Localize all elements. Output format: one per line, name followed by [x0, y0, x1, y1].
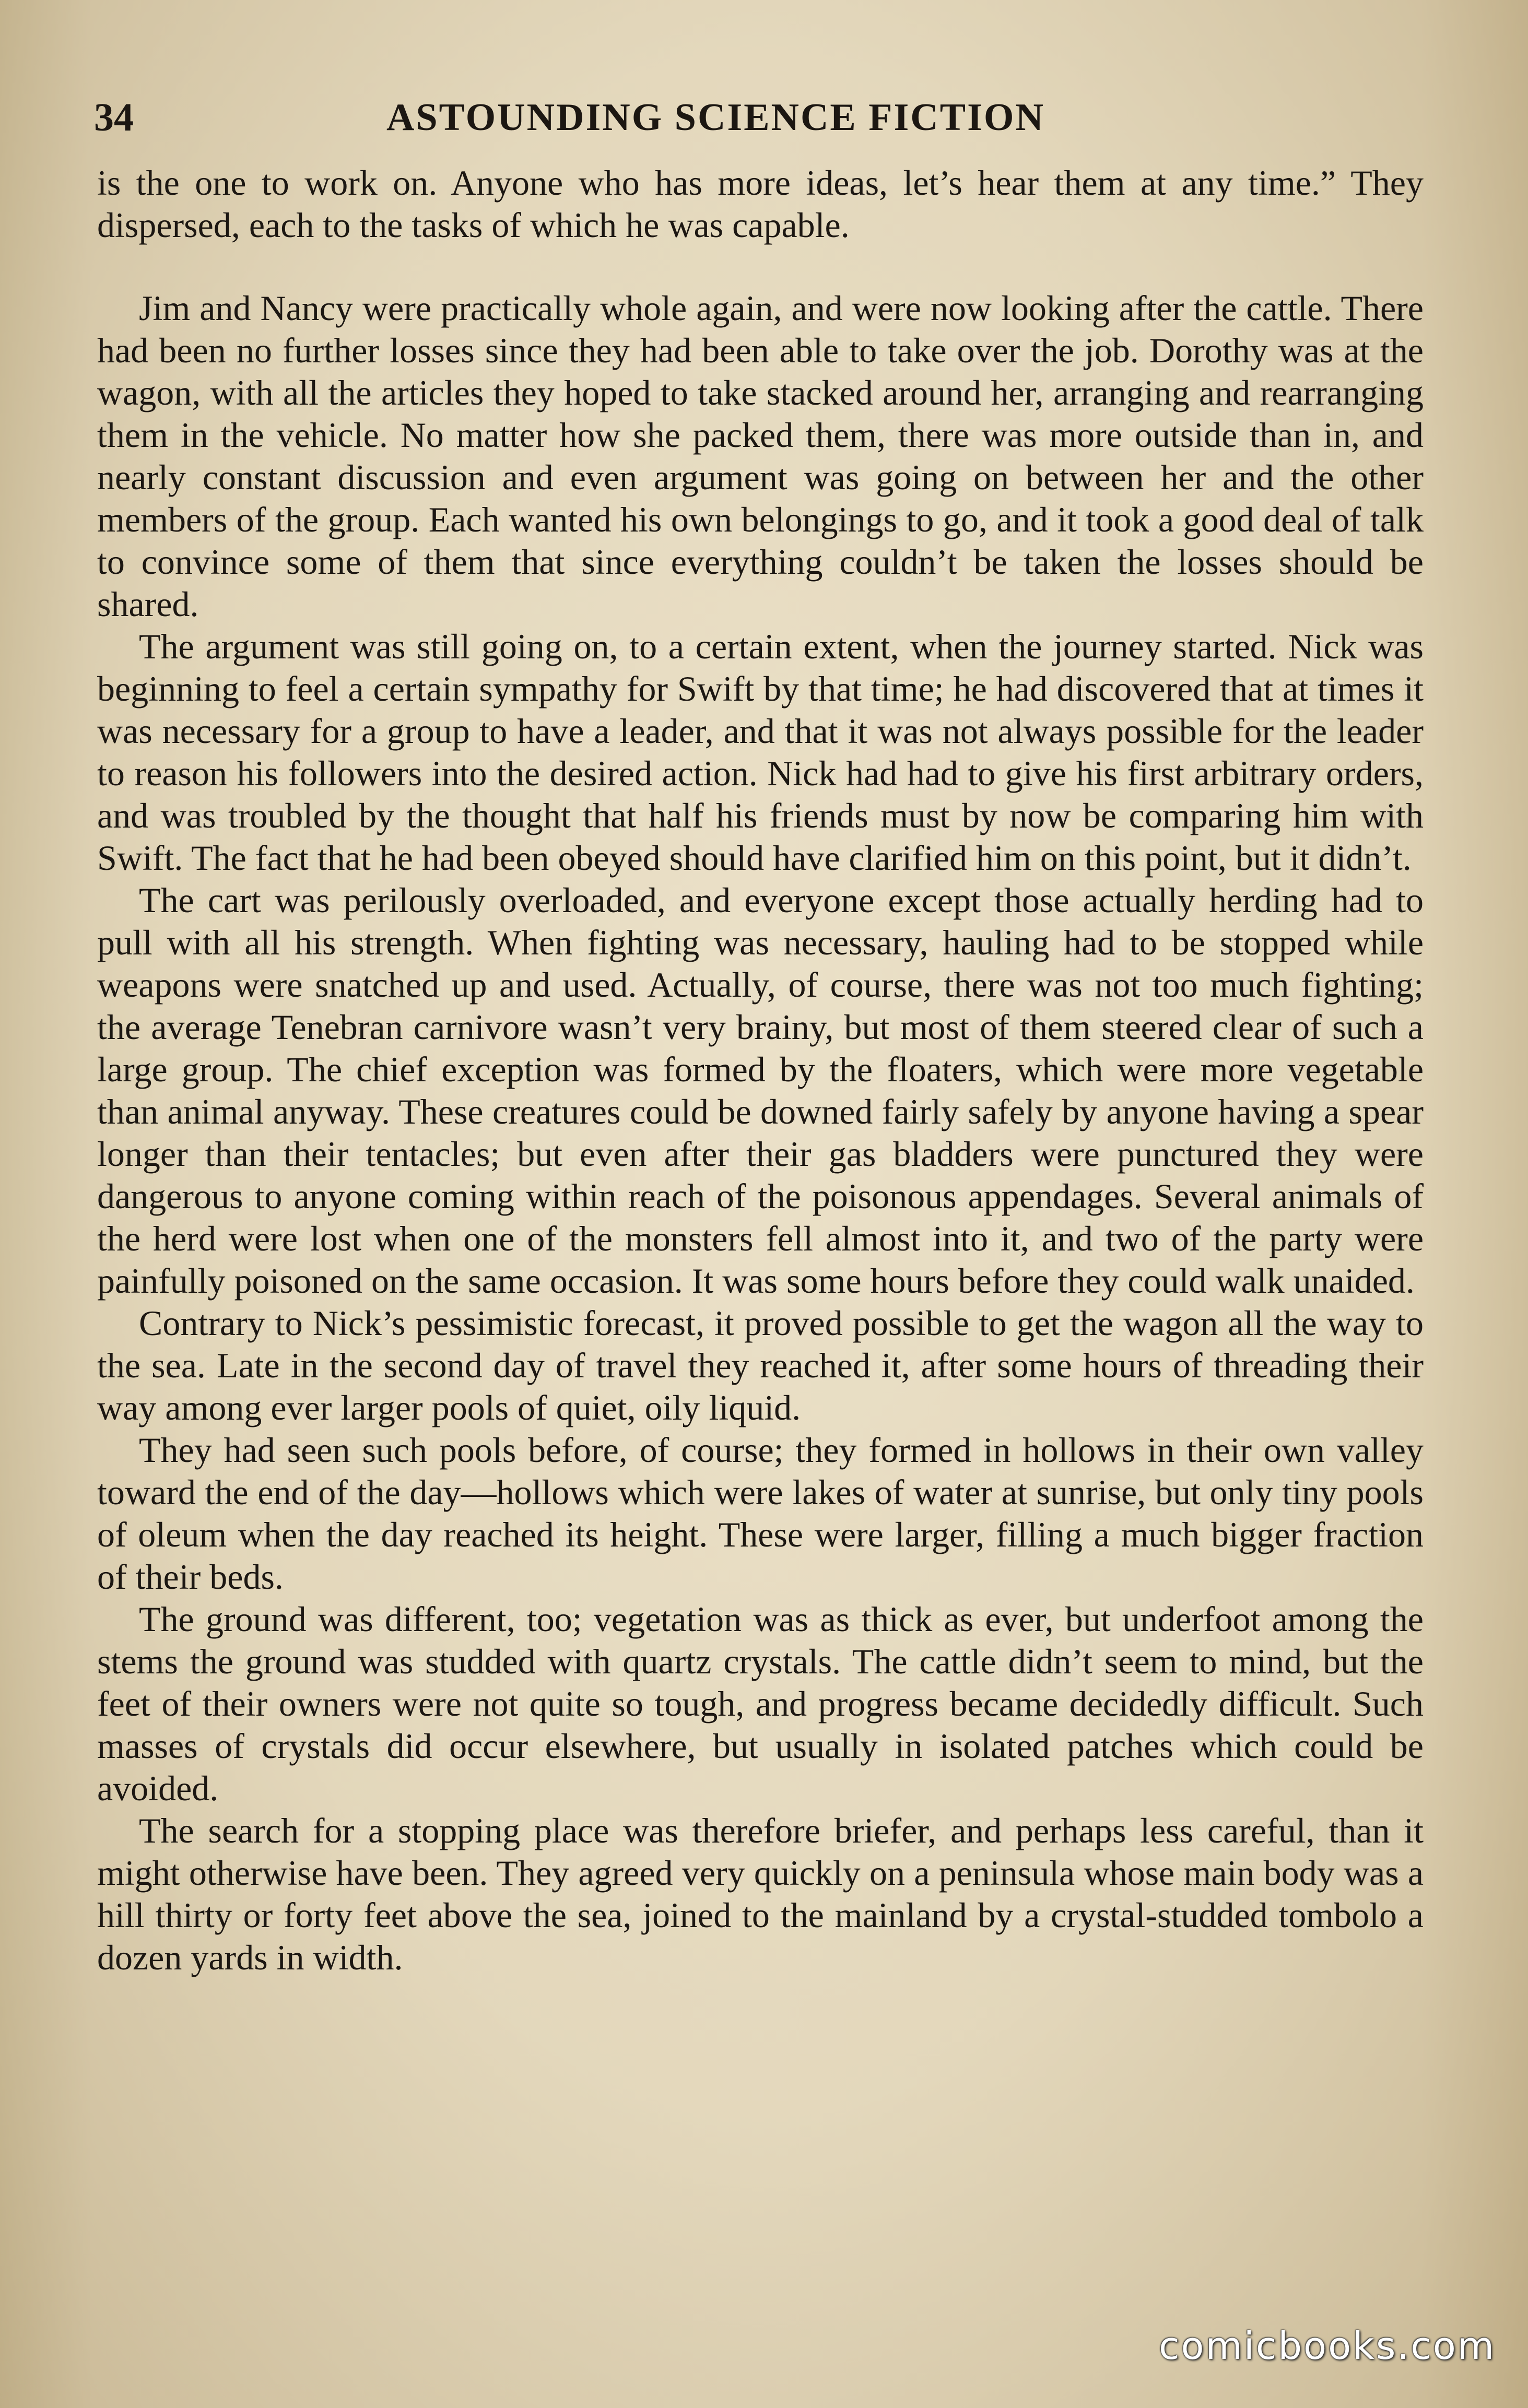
body-text — [97, 162, 1424, 1979]
paragraph: The ground was different, too; vegetation was as thick as ever, but underfoot among the stems the ground was studded with quartz crystals. The cattle didn’t seem to mind, but the feet of their owners were not quite so tough, and progress became decidedly difficult. Such masses of crystals did occur elsewhere, but usually in isolated patches which could be avoided. — [97, 1599, 1424, 1808]
page-number: 34 — [94, 96, 134, 139]
paragraph: The cart was perilously overloaded, and everyone except those actually herding had to pull with all his strength. When fighting was necessary, hauling had to be stopped while weapons were snatched up and used. Actually, of course, there was not too much fighting; the average Tenebran carnivore wasn’t very brainy, but most of them steered clear of such a large group. The chief exception was formed by the floaters, which were more vegetable than animal anyway. These creatures could be downed fairly safely by anyone having a spear longer than their tentacles; but even after their gas bladders were punctured they were dangerous to anyone coming within reach of the poisonous appendages. Several animals of the herd were lost when one of the monsters fell almost into it, and two of the party were painfully poisoned on the same occasion. It was some hours before they could walk unaided. — [97, 880, 1424, 1301]
running-head — [94, 89, 1420, 146]
paragraph: The search for a stopping place was therefore briefer, and perhaps less careful, than it might otherwise have been. They agreed very quickly on a peninsula whose main body was a hill thirty or forty feet above the sea, joined to the mainland by a crystal-studded tombolo a dozen yards in width. — [97, 1811, 1424, 1977]
paragraph: Contrary to Nick’s pessimistic forecast, it proved possible to get the wagon all the way to the sea. Late in the second day of travel they reached it, after some hours of threading their way among ever larger pools of quiet, oily liquid. — [97, 1303, 1424, 1427]
paragraph: Jim and Nancy were practically whole again, and were now looking after the cattle. There had been no further losses since they had been able to take over the job. Dorothy was at the wagon, with all the articles they hoped to take stacked around her, arranging and rearranging them in the vehicle. No matter how she packed them, there was more outside than in, and nearly constant discussion and even argument was going on between her and the other members of the group. Each wanted his own belongings to go, and it took a good deal of talk to convince some of them that since everything couldn’t be taken the losses should be shared. — [97, 288, 1424, 624]
paragraph: They had seen such pools before, of course; they formed in hollows in their own valley toward the end of the day—hollows which were lakes of water at sunrise, but only tiny pools of oleum when the day reached its height. These were larger, filling a much bigger fraction of their beds. — [97, 1430, 1424, 1597]
watermark: comicbooks.com — [1158, 2324, 1496, 2368]
running-title: ASTOUNDING SCIENCE FICTION — [386, 96, 1045, 139]
paragraph: The argument was still going on, to a certain extent, when the journey started. Nick was beginning to feel a certain sympathy for Swift by that time; he had discovered that at times it was necessary for a group to have a leader, and that it was not always possible for the leader to reason his followers into the desired action. Nick had had to give his first arbitrary orders, and was troubled by the thought that half his friends must by now be comparing him with Swift. The fact that he had been obeyed should have clarified him on this point, but it didn’t. — [97, 627, 1424, 878]
paragraph-continuation: is the one to work on. Anyone who has more ideas, let’s hear them at any time.” They dispersed, each to the tasks of which he was capable. — [97, 163, 1424, 245]
